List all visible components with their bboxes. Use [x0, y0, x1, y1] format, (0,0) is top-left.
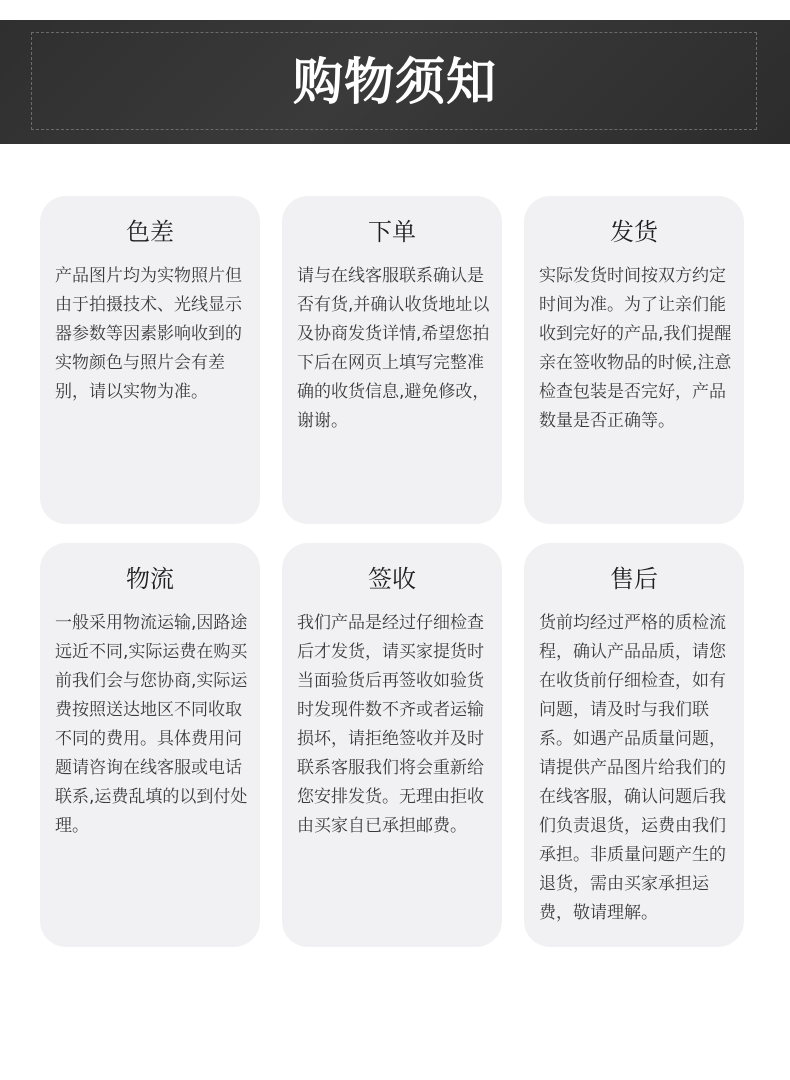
card-body: 我们产品是经过仔细检查后才发货，请买家提货时当面验货后再签收如验货时发现件数不齐或者运输损坏，请拒绝签收并及时联系客服我们将会重新给您安排发货。无理由拒收由买家自已承担邮费。 [297, 613, 484, 836]
card-after-sales [524, 543, 744, 947]
card-body: 产品图片均为实物照片但由于拍摄技术、光线显示器参数等因素影响收到的实物颜色与照片会有差别，请以实物为准。 [55, 266, 242, 402]
card-title: 色差 [126, 218, 174, 246]
header-banner [0, 20, 790, 144]
card-shipping [524, 196, 744, 524]
card-title: 下单 [368, 218, 416, 246]
card-ordering [282, 196, 502, 524]
page-title: 购物须知 [293, 53, 497, 111]
card-body: 实际发货时间按双方约定时间为准。为了让亲们能收到完好的产品,我们提醒亲在签收物品的时候,注意检查包装是否完好，产品数量是否正确等。 [539, 266, 732, 431]
card-title: 物流 [126, 565, 174, 593]
card-receipt [282, 543, 502, 947]
card-body: 请与在线客服联系确认是否有货,并确认收货地址以及协商发货详情,希望您拍下后在网页上填写完整准确的收货信息,避免修改，谢谢。 [297, 266, 490, 431]
card-color-difference [40, 196, 260, 524]
card-body: 一般采用物流运输,因路途远近不同,实际运费在购买前我们会与您协商,实际运费按照送达地区不同收取不同的费用。具体费用问题请咨询在线客服或电话联系,运费乱填的以到付处理。 [55, 613, 248, 836]
card-title: 售后 [610, 565, 658, 593]
card-title: 发货 [610, 218, 658, 246]
card-logistics [40, 543, 260, 947]
card-body: 货前均经过严格的质检流程，确认产品品质，请您在收货前仔细检查，如有问题，请及时与我们联系。如遇产品质量问题，请提供产品图片给我们的在线客服，确认问题后我们负责退货，运费由我们承担。非质量问题产生的退货，需由买家承担运费，敬请理解。 [539, 613, 726, 923]
card-title: 签收 [368, 565, 416, 593]
